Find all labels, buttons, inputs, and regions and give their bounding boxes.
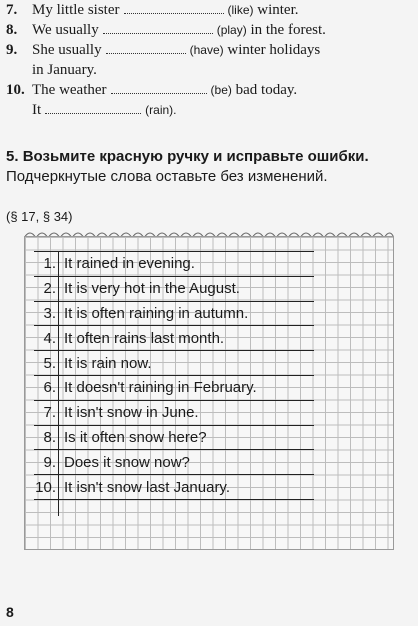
sentence-text: It isn't snow in June. (64, 404, 199, 422)
task-number: 5. (6, 148, 19, 165)
item-text: bad today. (235, 82, 298, 98)
sentence-text: Does it snow now? (64, 453, 190, 471)
exercise-row (6, 40, 406, 60)
sentence-number: 5. (43, 354, 56, 372)
table-row[interactable] (34, 449, 314, 475)
sentence-number: 7. (43, 404, 56, 422)
item-text: My little sister (32, 2, 120, 18)
item-text: The weather (32, 82, 107, 98)
exercise-row (6, 80, 406, 100)
table-row[interactable] (34, 400, 314, 426)
item-text: She usually (32, 42, 102, 58)
sentence-number: 3. (43, 304, 56, 322)
verb-hint: (have) (189, 43, 224, 57)
item-text: It (32, 102, 42, 118)
table-row[interactable] (34, 425, 314, 451)
sentence-text: It often rains last month. (64, 329, 225, 347)
sentence-text: It is often raining in autumn. (64, 304, 249, 322)
table-row[interactable] (34, 375, 314, 401)
sentence-text: It is rain now. (64, 354, 152, 372)
sentence-number: 8. (43, 428, 56, 446)
item-text: winter holidays (227, 42, 321, 58)
item-text: We usually (32, 22, 99, 38)
sentence-text: It rained in evening. (64, 255, 195, 273)
sentence-number: 2. (43, 280, 56, 298)
item-number: 9. (6, 42, 18, 58)
exercise-row (6, 20, 406, 40)
item-number: 10. (6, 82, 25, 98)
table-row[interactable] (34, 251, 314, 277)
sentence-number: 4. (43, 329, 56, 347)
verb-hint: (play) (216, 23, 247, 37)
exercise-row (6, 0, 406, 20)
page-number: 8 (6, 604, 14, 620)
task-rest-text: Подчеркнутые слова оставьте без изменений. (6, 168, 328, 185)
item-text: in the forest. (250, 22, 326, 38)
exercise-4-list (6, 0, 406, 120)
table-row[interactable] (34, 325, 314, 351)
sentence-number: 6. (43, 379, 56, 397)
blank-line[interactable] (103, 20, 213, 34)
sentence-number: 9. (43, 453, 56, 471)
verb-hint: (be) (210, 83, 232, 97)
verb-hint: (like) (227, 3, 254, 17)
table-row[interactable] (34, 474, 314, 500)
sentence-text: It doesn't raining in February. (64, 379, 257, 397)
item-text: winter. (257, 2, 299, 18)
sentences-table (34, 252, 314, 500)
verb-hint: (rain). (145, 103, 177, 117)
grammar-reference: (§ 17, § 34) (6, 209, 73, 224)
blank-line[interactable] (124, 0, 224, 14)
item-text: in January. (32, 62, 97, 78)
sentence-text: It is very hot in the August. (64, 280, 240, 298)
exercise-row (6, 100, 406, 120)
table-row[interactable] (34, 276, 314, 302)
sentence-number: 1. (43, 255, 56, 273)
blank-line[interactable] (111, 80, 207, 94)
task-instruction (6, 147, 410, 187)
blank-line[interactable] (106, 40, 186, 54)
item-number: 8. (6, 22, 18, 38)
task-bold-text: Возьмите красную ручку и исправьте ошибки. (22, 148, 369, 165)
blank-line[interactable] (45, 100, 141, 114)
item-number: 7. (6, 2, 18, 18)
sentence-number: 10. (35, 478, 56, 496)
sentence-text: Is it often snow here? (64, 428, 207, 446)
table-row[interactable] (34, 350, 314, 376)
exercise-row (6, 60, 406, 80)
table-row[interactable] (34, 301, 314, 327)
sentence-text: It isn't snow last January. (64, 478, 230, 496)
